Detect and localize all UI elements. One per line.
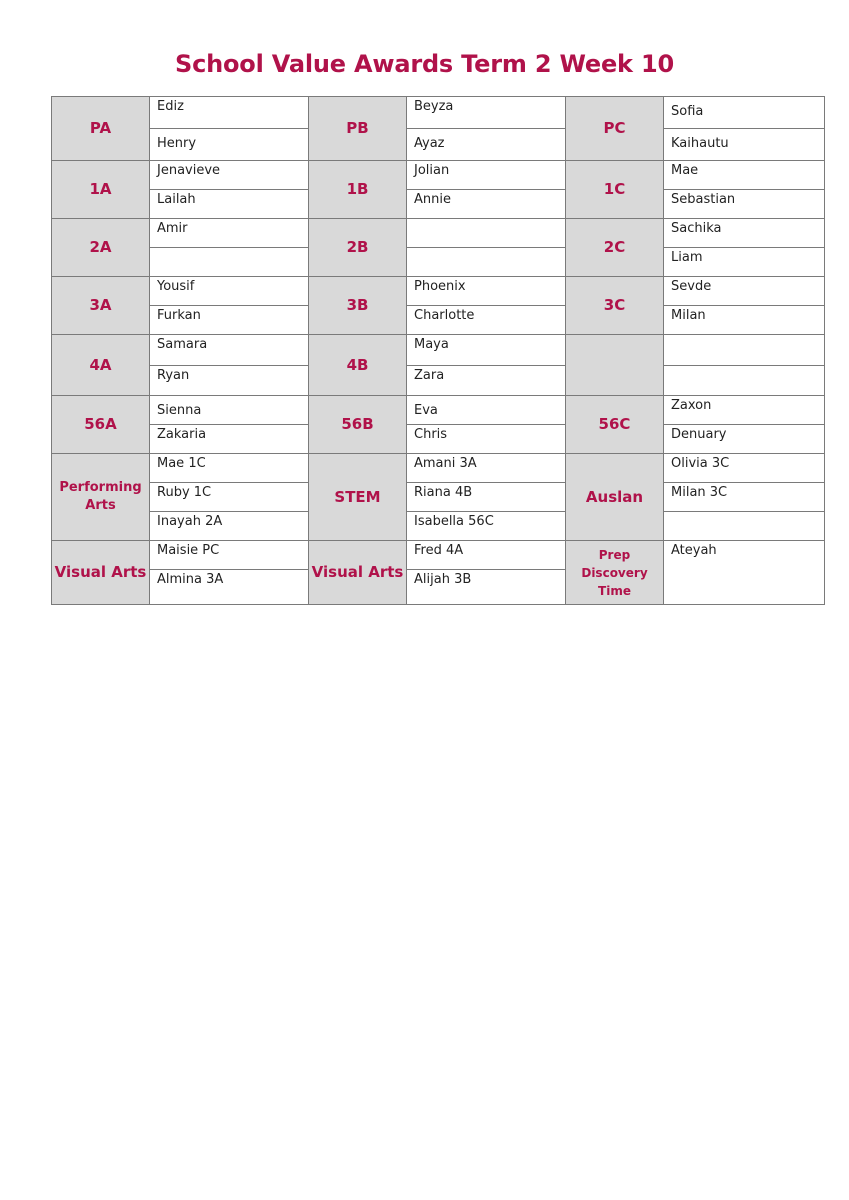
class-label: 4B	[309, 335, 407, 396]
award-name: Amani 3A	[407, 454, 566, 483]
award-name: Ateyah	[664, 541, 825, 605]
page-title: School Value Awards Term 2 Week 10	[175, 50, 674, 78]
award-name: Ruby 1C	[150, 483, 309, 512]
award-name: Zakaria	[150, 425, 309, 454]
award-name: Ayaz	[407, 129, 566, 161]
award-name: Zaxon	[664, 396, 825, 425]
award-name: Jenavieve	[150, 161, 309, 190]
category-label: Auslan	[566, 454, 664, 541]
award-name: Sebastian	[664, 190, 825, 219]
award-name	[664, 512, 825, 541]
award-name: Annie	[407, 190, 566, 219]
award-name: Isabella 56C	[407, 512, 566, 541]
award-name: Maisie PC	[150, 541, 309, 570]
table-row	[52, 97, 825, 129]
award-name: Fred 4A	[407, 541, 566, 570]
class-label: 56C	[566, 396, 664, 454]
award-name: Amir	[150, 219, 309, 248]
award-name: Phoenix	[407, 277, 566, 306]
class-label	[566, 335, 664, 396]
award-name: Almina 3A	[150, 570, 309, 605]
award-name: Beyza	[407, 97, 566, 129]
awards-table	[51, 96, 825, 605]
award-name: Furkan	[150, 306, 309, 335]
award-name: Sachika	[664, 219, 825, 248]
award-name	[407, 248, 566, 277]
award-name: Kaihautu	[664, 129, 825, 161]
award-name: Yousif	[150, 277, 309, 306]
class-label: 3C	[566, 277, 664, 335]
award-name	[407, 219, 566, 248]
table-row	[52, 425, 825, 454]
table-row	[52, 335, 825, 366]
table-row	[52, 396, 825, 425]
award-name: Alijah 3B	[407, 570, 566, 605]
table-row	[52, 219, 825, 248]
table-row	[52, 541, 825, 570]
table-row	[52, 454, 825, 483]
class-label: 1B	[309, 161, 407, 219]
award-name: Charlotte	[407, 306, 566, 335]
class-label: 2C	[566, 219, 664, 277]
class-label: 1C	[566, 161, 664, 219]
table-row	[52, 483, 825, 512]
award-name: Sofia	[664, 97, 825, 129]
award-name: Samara	[150, 335, 309, 366]
award-name	[150, 248, 309, 277]
class-label: 1A	[52, 161, 150, 219]
class-label: 3A	[52, 277, 150, 335]
award-name: Denuary	[664, 425, 825, 454]
class-label: 4A	[52, 335, 150, 396]
class-label: 2B	[309, 219, 407, 277]
award-name: Olivia 3C	[664, 454, 825, 483]
table-row	[52, 512, 825, 541]
award-name: Henry	[150, 129, 309, 161]
category-label: STEM	[309, 454, 407, 541]
award-name: Maya	[407, 335, 566, 366]
award-name: Chris	[407, 425, 566, 454]
class-label: 2A	[52, 219, 150, 277]
table-row	[52, 161, 825, 190]
class-label: PB	[309, 97, 407, 161]
award-name: Mae	[664, 161, 825, 190]
category-label: Visual Arts	[52, 541, 150, 605]
table-row	[52, 277, 825, 306]
award-name	[664, 335, 825, 366]
award-name: Zara	[407, 366, 566, 396]
table-row	[52, 190, 825, 219]
class-label: 56B	[309, 396, 407, 454]
category-label: Prep Discovery Time	[566, 541, 664, 605]
award-name: Jolian	[407, 161, 566, 190]
award-name: Mae 1C	[150, 454, 309, 483]
category-label: Visual Arts	[309, 541, 407, 605]
table-row	[52, 129, 825, 161]
table-row	[52, 306, 825, 335]
class-label: PC	[566, 97, 664, 161]
award-name: Milan	[664, 306, 825, 335]
award-name: Riana 4B	[407, 483, 566, 512]
award-name	[664, 366, 825, 396]
table-row	[52, 248, 825, 277]
class-label: 56A	[52, 396, 150, 454]
class-label: 3B	[309, 277, 407, 335]
award-name: Inayah 2A	[150, 512, 309, 541]
category-label: Performing Arts	[52, 454, 150, 541]
award-name: Eva	[407, 396, 566, 425]
table-row	[52, 366, 825, 396]
class-label: PA	[52, 97, 150, 161]
award-name: Ryan	[150, 366, 309, 396]
award-name: Sevde	[664, 277, 825, 306]
award-name: Lailah	[150, 190, 309, 219]
award-name: Sienna	[150, 396, 309, 425]
award-name: Milan 3C	[664, 483, 825, 512]
award-name: Ediz	[150, 97, 309, 129]
award-name: Liam	[664, 248, 825, 277]
